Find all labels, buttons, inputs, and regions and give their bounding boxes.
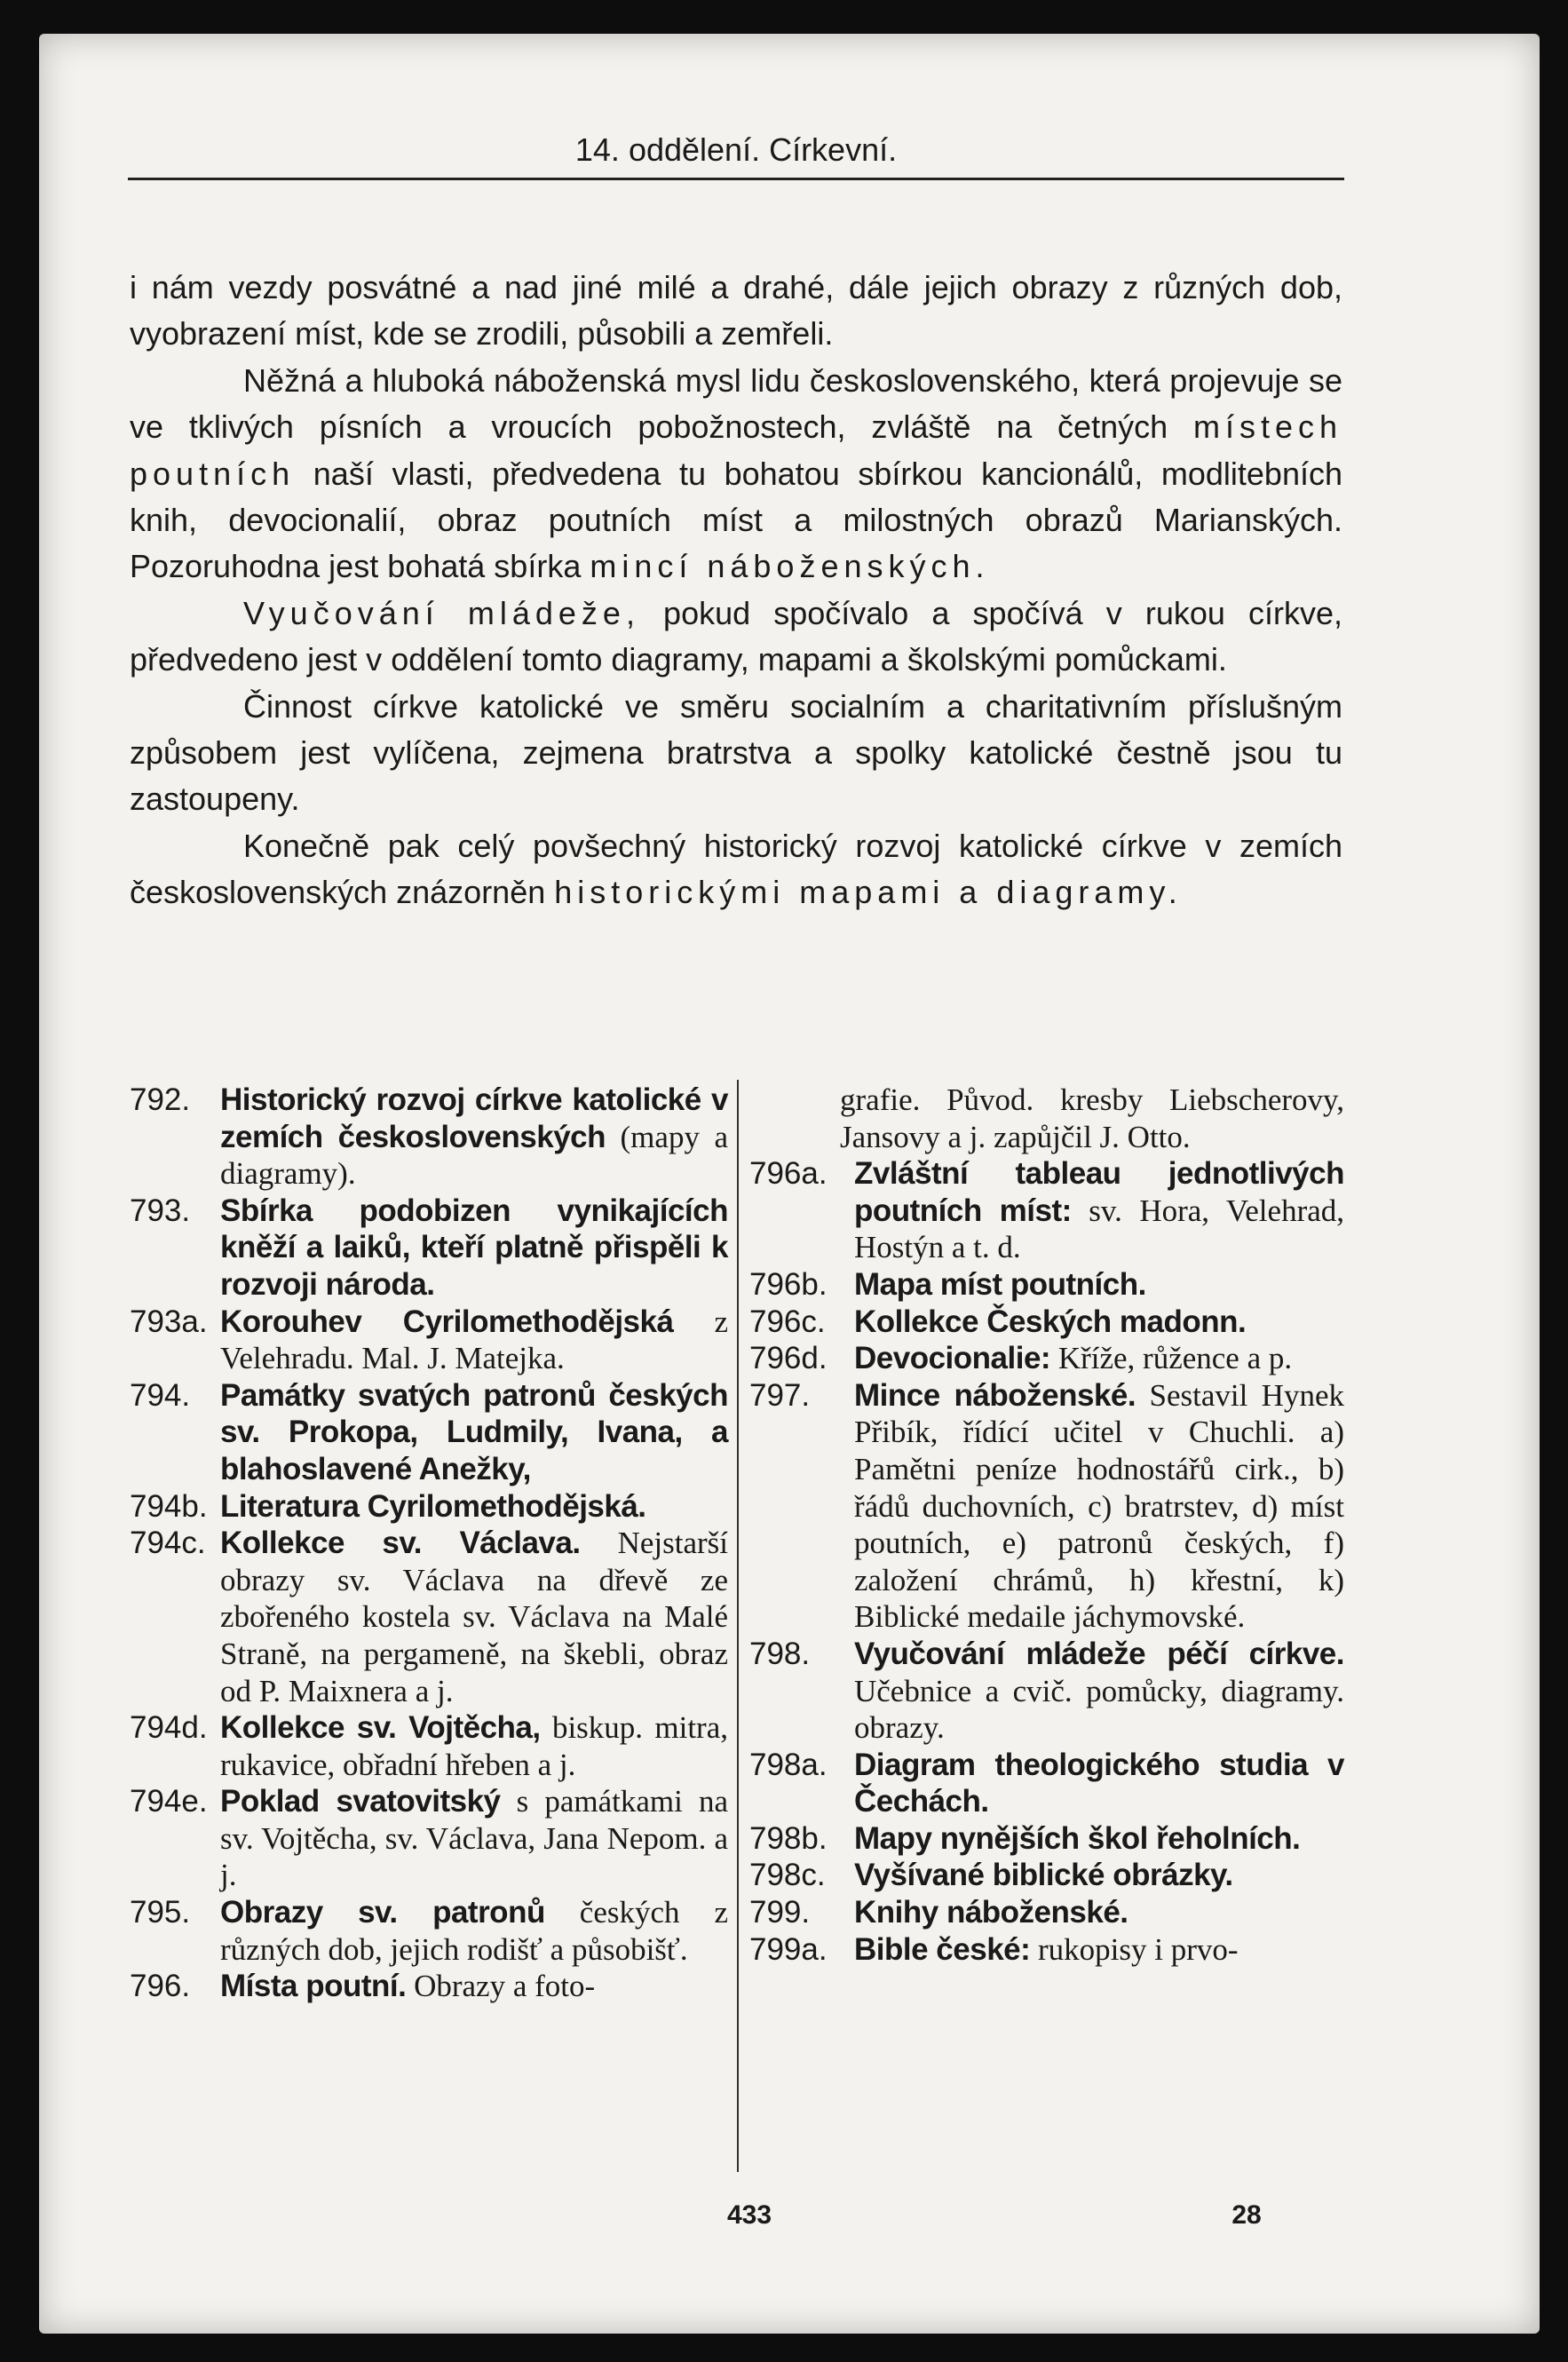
book-page	[39, 34, 1540, 2334]
catalog-entry	[130, 1488, 728, 1526]
intro-paragraph-1: i nám vezdy posvátné a nad jiné milé a drahé, dále jejich obrazy z různých dob, vyobrazení míst, kde se zrodili, působili a zemřeli.	[130, 269, 1342, 353]
catalog-entry	[749, 1155, 1344, 1266]
entry-number: 794d.	[130, 1710, 208, 1746]
entry-number: 798.	[749, 1636, 811, 1671]
intro-paragraph-2: Něžná a hluboká náboženská mysl lidu československého, která projevuje se ve tklivých písních a vroucích pobožnostech, zvláště na četných místech poutních naší vlasti, předvedena tu bohatou sbírkou kancionálů, modlitebních knih, devocionalií, obraz poutních míst a milostných obrazů Marianských. Pozoruhodna jest bohatá sbírka mincí náboženských.	[130, 361, 1342, 585]
entry-title: Devocionalie:	[854, 1341, 1051, 1376]
entry-title: Kollekce sv. Vojtěcha,	[220, 1710, 541, 1746]
spaced-text: historickými mapami a diagramy.	[554, 874, 1183, 911]
entry-text: Obrazy a foto-	[406, 1969, 596, 2004]
entry-title: Sbírka podobizen vynikajících kněží a laiků, kteří platně přispěli k rozvoji národa.	[220, 1193, 728, 1302]
entry-title: Poklad svatovitský	[220, 1784, 501, 1819]
catalog-entry	[749, 1857, 1344, 1894]
catalog-entry	[749, 1304, 1344, 1341]
entry-text: Nejstarší obrazy sv. Václava na dřevě ze zbořeného kostela sv. Václava na Malé Straně, na pergameně, na škebli, obraz od P. Maixnera a j.	[220, 1526, 729, 1708]
intro-paragraph-3: Vyučování mládeže, pokud spočívalo a spočívá v rukou církve, předvedeno jest v oddělení tomto diagramy, mapami a školskými pomůckami.	[130, 594, 1343, 678]
entry-title: Mapa míst poutních.	[854, 1266, 1146, 1302]
entry-number: 798c.	[749, 1858, 826, 1893]
entry-number: 796.	[130, 1969, 191, 2004]
catalog-entry	[130, 1894, 728, 1968]
entry-number: 798a.	[749, 1747, 828, 1782]
page-number: 433	[726, 2200, 772, 2230]
catalog-entry	[130, 1193, 728, 1304]
entry-number: 794.	[130, 1377, 191, 1413]
entry-text: biskup. mitra, rukavice, obřadní hřeben a j.	[220, 1710, 728, 1782]
entry-title: Mapy nynějších škol řeholních.	[854, 1820, 1301, 1856]
entry-number: 798b.	[749, 1820, 828, 1856]
spaced-text: Vyučování mládeže,	[243, 594, 640, 631]
entry-number: 797.	[749, 1377, 811, 1413]
entry-title: Kollekce sv. Václava.	[220, 1526, 581, 1561]
entry-text: s památkami na sv. Vojtěcha, sv. Václava, Jana Nepom. a j.	[220, 1784, 728, 1893]
entry-title: Historický rozvoj církve katolické v zemích československých	[220, 1082, 728, 1154]
entry-text: českých z různých dob, jejich rodišť a působišť.	[220, 1895, 728, 1967]
entry-number: 792.	[130, 1082, 191, 1117]
entry-title: Zvláštní tableau jednotlivých poutních míst:	[854, 1156, 1344, 1228]
catalog-entry	[749, 1377, 1344, 1636]
entry-title: Korouhev Cyrilomethodějská	[220, 1304, 674, 1339]
catalog-entry	[130, 1709, 728, 1783]
catalog-entry	[130, 1377, 728, 1488]
entry-text: rukopisy i prvo-	[1030, 1931, 1239, 1967]
signature-mark: 28	[1231, 2200, 1262, 2230]
entry-number: 794b.	[130, 1488, 208, 1524]
entry-title: Obrazy sv. patronů	[220, 1895, 545, 1930]
entry-number: 795.	[130, 1895, 191, 1930]
intro-paragraph-5: Konečně pak celý povšechný historický rozvoj katolické církve v zemích československých znázorněn historickými mapami a diagramy.	[130, 827, 1342, 911]
catalog-right-column	[749, 1082, 1344, 1968]
entry-title: Bible české:	[854, 1931, 1031, 1967]
entry-title: Místa poutní.	[220, 1969, 407, 2004]
entry-title: Vyšívané biblické obrázky.	[854, 1858, 1233, 1893]
entry-text: (mapy a diagramy).	[220, 1119, 728, 1192]
catalog-entry	[130, 1525, 728, 1709]
catalog-entry	[749, 1747, 1344, 1820]
entry-text: Kříže, růžence a p.	[1050, 1341, 1293, 1376]
catalog-entry	[130, 1082, 728, 1193]
spaced-text: mincí náboženských.	[590, 548, 990, 585]
entry-number: 796c.	[749, 1304, 826, 1339]
entry-text: z Velehradu. Mal. J. Matejka.	[220, 1304, 728, 1376]
entry-number: 794c.	[130, 1526, 206, 1561]
entry-text: sv. Hora, Velehrad, Hostýn a t. d.	[854, 1193, 1345, 1265]
spaced-text: místech poutních	[130, 408, 1342, 492]
column-divider	[737, 1080, 739, 2172]
entry-text: Sestavil Hynek Přibík, řídící učitel v Chuchli. a) Pamětni peníze hodnostářů cirk., b) řádů duchovních, c) bratrstev, d) míst poutních, e) patronů českých, f) založení chrámů, h) křestní, k) Biblické medaile jáchymovské.	[854, 1377, 1344, 1635]
catalog-entry	[749, 1266, 1344, 1304]
catalog-entry	[749, 1931, 1344, 1969]
catalog-left-column	[130, 1082, 728, 2005]
intro-text	[130, 265, 1342, 916]
catalog-entry	[130, 1304, 728, 1377]
entry-number: 793a.	[130, 1304, 208, 1339]
entry-title: Literatura Cyrilomethodějská.	[220, 1488, 646, 1524]
catalog-entry	[749, 1820, 1344, 1858]
entry-number: 794e.	[130, 1784, 208, 1819]
entry-number: 793.	[130, 1193, 191, 1228]
header-rule	[128, 178, 1344, 180]
catalog-entry	[749, 1340, 1344, 1377]
catalog-entry	[130, 1968, 728, 2005]
intro-paragraph-4: Činnost církve katolické ve směru socialním a charitativním příslušným způsobem jest vylíčena, zejmena bratrstva a spolky katolické čestně jsou tu zastoupeny.	[130, 687, 1342, 818]
entry-text: Učebnice a cvič. pomůcky, diagramy. obrazy.	[854, 1673, 1344, 1746]
entry-number: 799.	[749, 1895, 811, 1930]
entry-number: 796d.	[749, 1341, 828, 1376]
entry-title: Kollekce Českých madonn.	[854, 1304, 1247, 1339]
page-header: 14. oddělení. Církevní.	[574, 131, 898, 168]
catalog-entry	[130, 1783, 728, 1894]
entry-title: Vyučování mládeže péčí církve.	[854, 1636, 1344, 1671]
entry-continuation: grafie. Původ. kresby Liebscherovy, Jansovy a j. zapůjčil J. Otto.	[840, 1082, 1344, 1154]
entry-title: Památky svatých patronů českých sv. Prokopa, Ludmily, Ivana, a blahoslavené Anežky,	[220, 1377, 728, 1486]
catalog-entry	[749, 1894, 1344, 1931]
entry-title: Mince náboženské.	[854, 1377, 1136, 1413]
entry-number: 799a.	[749, 1931, 828, 1967]
entry-title: Diagram theologického studia v Čechách.	[854, 1747, 1344, 1819]
entry-title: Knihy náboženské.	[854, 1895, 1128, 1930]
entry-number: 796b.	[749, 1266, 828, 1302]
catalog-entry	[749, 1636, 1344, 1747]
entry-number: 796a.	[749, 1156, 828, 1192]
